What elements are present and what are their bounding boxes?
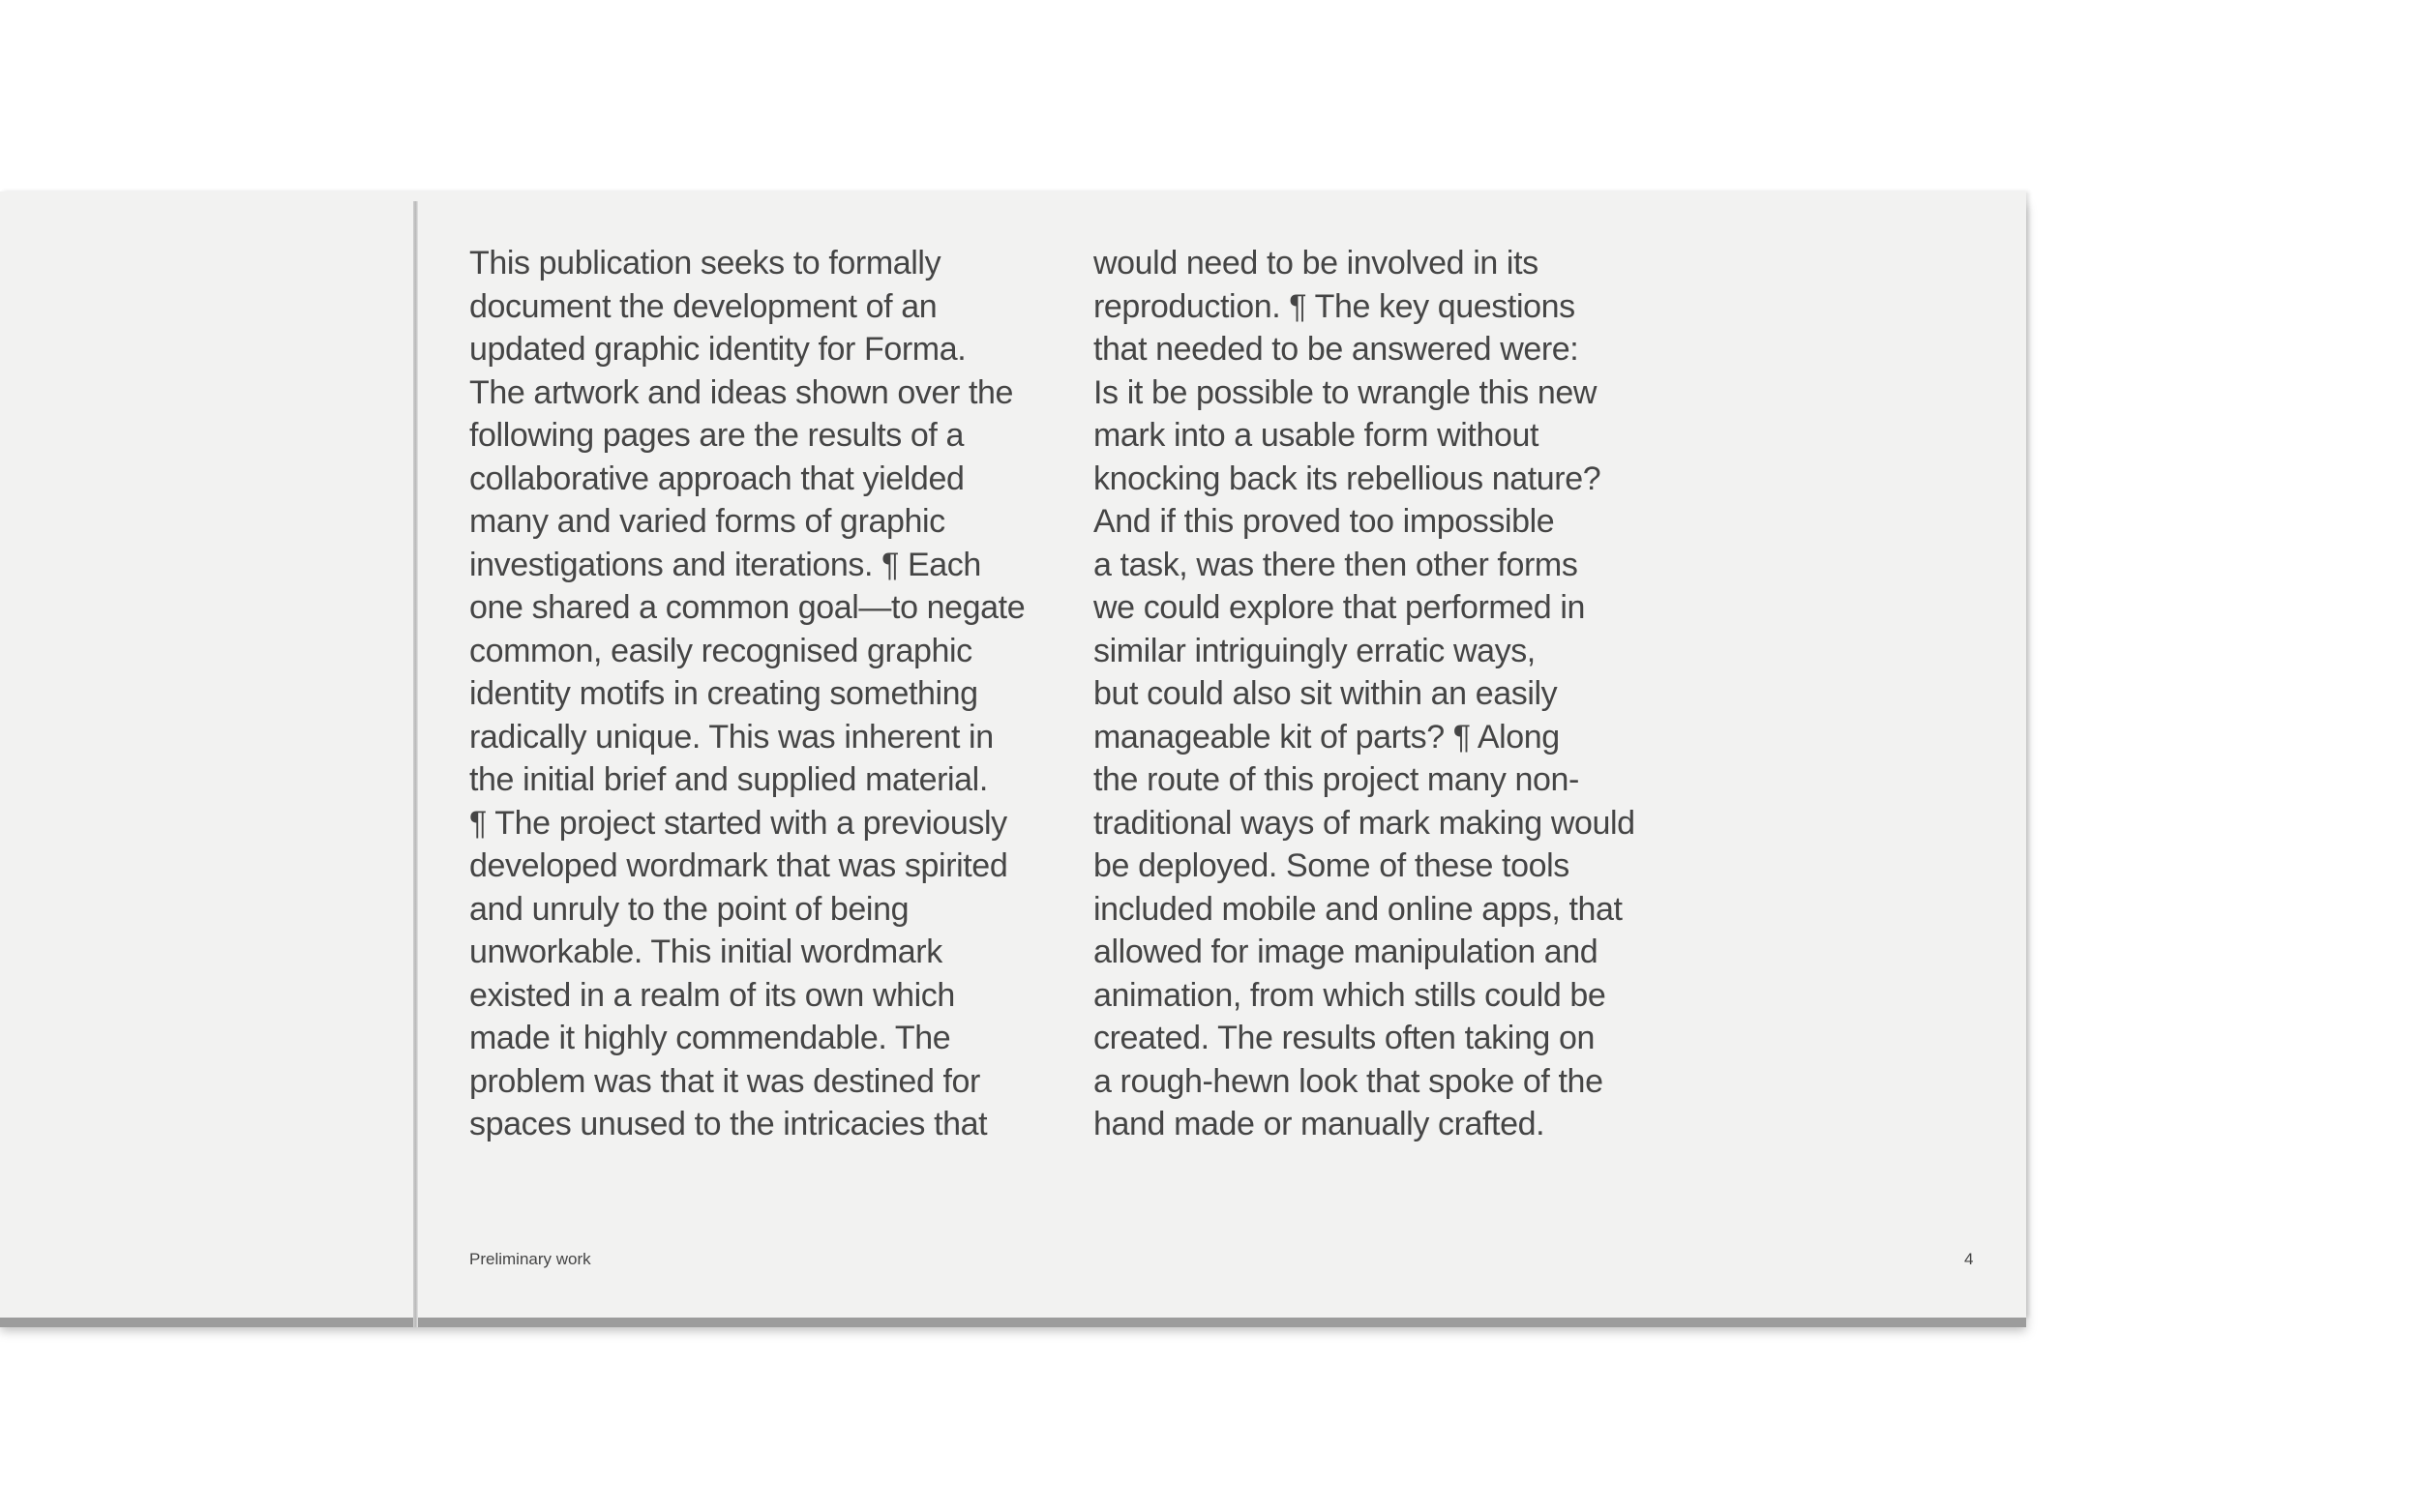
text-line: knocking back its rebellious nature? [1093, 460, 1601, 497]
text-line: Is it be possible to wrangle this new [1093, 373, 1598, 411]
text-line: traditional ways of mark making would [1093, 804, 1635, 842]
text-line: document the development of an [469, 287, 938, 325]
text-line: problem was that it was destined for [469, 1062, 980, 1100]
text-line: collaborative approach that yielded [469, 460, 965, 497]
text-line: developed wordmark that was spirited [469, 847, 1008, 884]
text-line: updated graphic identity for Forma. [469, 331, 967, 368]
text-line: This publication seeks to formally [469, 245, 941, 282]
text-column-2 [1093, 242, 1635, 1146]
text-line: reproduction. ¶ The key questions [1093, 287, 1575, 325]
text-line: the route of this project many non- [1093, 761, 1579, 798]
text-line: The artwork and ideas shown over the [469, 373, 1014, 411]
text-line: one shared a common goal—to negate [469, 589, 1026, 626]
text-line: hand made or manually crafted. [1093, 1106, 1545, 1142]
text-line: existed in a realm of its own which [469, 976, 955, 1014]
book-page [0, 192, 2026, 1318]
text-line: a rough-hewn look that spoke of the [1093, 1062, 1603, 1100]
text-line: following pages are the results of a [469, 417, 965, 454]
page-number: 4 [1964, 1250, 1974, 1268]
text-line: we could explore that performed in [1093, 589, 1586, 626]
text-line: many and varied forms of graphic [469, 503, 945, 540]
text-line: similar intriguingly erratic ways, [1093, 632, 1536, 669]
text-line: would need to be involved in its [1093, 245, 1538, 282]
text-column-1 [469, 242, 1025, 1146]
text-line: allowed for image manipulation and [1093, 934, 1598, 970]
text-line: made it highly commendable. The [469, 1020, 951, 1056]
text-line: identity motifs in creating something [469, 675, 978, 712]
page-spine [413, 201, 418, 1327]
text-line: animation, from which stills could be [1093, 976, 1606, 1014]
text-line: the initial brief and supplied material. [469, 761, 988, 798]
text-line: that needed to be answered were: [1093, 331, 1579, 368]
running-footer-section: Preliminary work [469, 1250, 591, 1268]
text-line: be deployed. Some of these tools [1093, 847, 1569, 884]
text-line: unworkable. This initial wordmark [469, 934, 942, 970]
text-line: but could also sit within an easily [1093, 675, 1558, 712]
text-line: created. The results often taking on [1093, 1020, 1595, 1056]
text-line: manageable kit of parts? ¶ Along [1093, 718, 1560, 756]
text-line: common, easily recognised graphic [469, 632, 972, 669]
text-line: a task, was there then other forms [1093, 546, 1578, 583]
text-line: spaces unused to the intricacies that [469, 1106, 988, 1142]
text-line: mark into a usable form without [1093, 417, 1539, 454]
text-line: ¶ The project started with a previously [469, 804, 1007, 842]
text-line: investigations and iterations. ¶ Each [469, 546, 981, 583]
text-line: and unruly to the point of being [469, 890, 910, 928]
text-line: included mobile and online apps, that [1093, 890, 1623, 928]
text-line: And if this proved too impossible [1093, 503, 1555, 540]
text-line: radically unique. This was inherent in [469, 718, 994, 756]
